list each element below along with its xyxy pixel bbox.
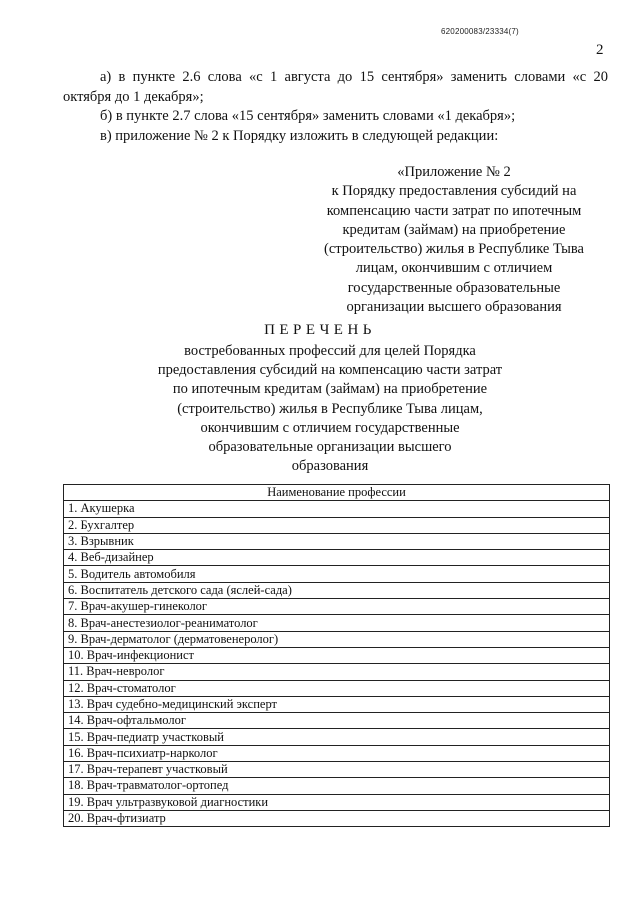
list-subtitle-line: востребованных профессий для целей Порядка [184, 343, 476, 359]
list-subtitle-line: окончившим с отличием государственные [200, 419, 460, 436]
table-cell: 10. Врач-инфекционист [64, 647, 610, 663]
table-row [64, 745, 610, 761]
table-row [64, 680, 610, 696]
table-row [64, 615, 610, 631]
paragraph-c: в) приложение № 2 к Порядку изложить в следующей редакции: [100, 127, 499, 144]
appendix-header-line: (строительство) жилья в Республике Тыва [324, 241, 584, 258]
paragraph-b: б) в пункте 2.7 слова «15 сентября» заменить словами «1 декабря»; [100, 108, 516, 124]
table-cell: 11. Врач-невролог [64, 664, 610, 680]
table-row [64, 631, 610, 647]
table-cell: 13. Врач судебно-медицинский эксперт [64, 696, 610, 712]
table-cell: 16. Врач-психиатр-нарколог [64, 745, 610, 761]
table-cell: 14. Врач-офтальмолог [64, 713, 610, 729]
appendix-header-line: кредитам (займам) на приобретение [342, 221, 566, 238]
appendix-header-line: компенсацию части затрат по ипотечным [326, 202, 582, 219]
table-cell: 9. Врач-дерматолог (дерматовенеролог) [64, 631, 610, 647]
table-row [64, 696, 610, 712]
table-cell: 8. Врач-анестезиолог-реаниматолог [64, 615, 610, 631]
table-row [64, 550, 610, 566]
list-subtitle [130, 342, 530, 476]
table-row [64, 566, 610, 582]
table-header-row [64, 485, 610, 501]
table-cell: 15. Врач-педиатр участковый [64, 729, 610, 745]
list-subtitle-line: по ипотечным кредитам (займам) на приобретение [172, 381, 488, 398]
page-number: 2 [596, 42, 604, 58]
appendix-header-line: «Приложение № 2 [397, 164, 511, 180]
amendment-paragraphs [63, 68, 608, 146]
document-id: 620200083/23334(7) [441, 27, 519, 36]
table-row [64, 713, 610, 729]
list-subtitle-line: образования [291, 458, 369, 475]
table-row [64, 533, 610, 549]
table-row [64, 794, 610, 810]
appendix-header-line: лицам, окончившим с отличием [355, 260, 553, 277]
table-cell: 6. Воспитатель детского сада (яслей-сада) [64, 582, 610, 598]
list-subtitle-line: предоставления субсидий на компенсацию части затрат [157, 362, 503, 379]
table-row [64, 810, 610, 826]
list-subtitle-line: образовательные организации высшего [208, 439, 452, 456]
table-row [64, 582, 610, 598]
table-cell: 4. Веб-дизайнер [64, 550, 610, 566]
table-cell: 2. Бухгалтер [64, 517, 610, 533]
appendix-header-line: к Порядку предоставления субсидий на [331, 183, 577, 200]
appendix-header [310, 163, 598, 317]
appendix-header-line: государственные образовательные [347, 279, 561, 296]
column-header-profession: Наименование профессии [64, 485, 610, 501]
appendix-header-line: организации высшего образования [346, 299, 562, 316]
table-row [64, 664, 610, 680]
table-cell: 7. Врач-акушер-гинеколог [64, 599, 610, 615]
table-cell: 12. Врач-стоматолог [64, 680, 610, 696]
table-cell: 19. Врач ультразвуковой диагностики [64, 794, 610, 810]
table-row [64, 599, 610, 615]
paragraph-a: а) в пункте 2.6 слова «с 1 августа до 15 сентября» заменить словами «с 20 октября до 1 декабря»; [63, 69, 608, 105]
list-subtitle-line: (строительство) жилья в Республике Тыва лицам, [177, 400, 483, 417]
table-cell: 18. Врач-травматолог-ортопед [64, 778, 610, 794]
list-title: ПЕРЕЧЕНЬ [264, 322, 376, 338]
table-row [64, 517, 610, 533]
table-cell: 5. Водитель автомобиля [64, 566, 610, 582]
table-cell: 20. Врач-фтизиатр [64, 810, 610, 826]
table-cell: 17. Врач-терапевт участковый [64, 762, 610, 778]
table-row [64, 778, 610, 794]
table-cell: 1. Акушерка [64, 501, 610, 517]
table-row [64, 762, 610, 778]
table-row [64, 729, 610, 745]
table-cell: 3. Взрывник [64, 533, 610, 549]
table-row [64, 647, 610, 663]
professions-table [63, 484, 610, 827]
table-row [64, 501, 610, 517]
